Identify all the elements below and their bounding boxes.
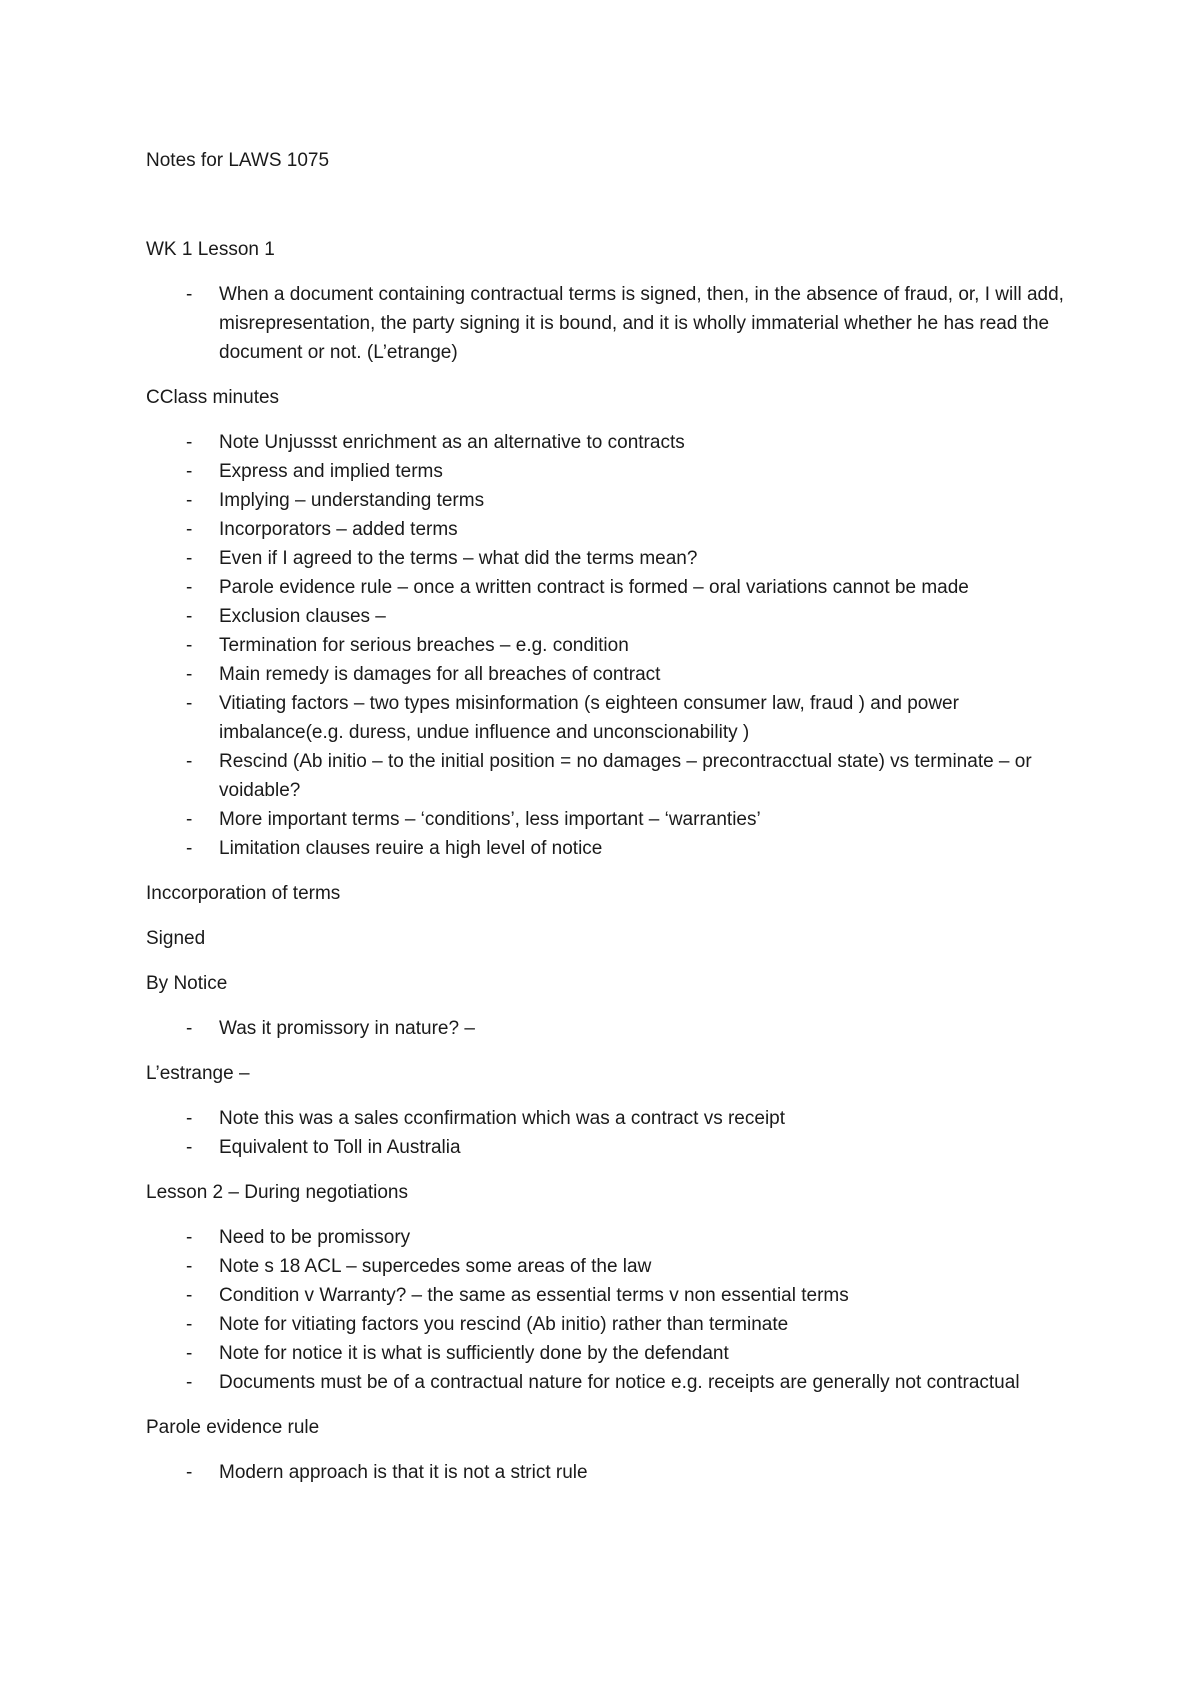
- list-item: - Express and implied terms: [146, 457, 1076, 486]
- list-item: - Note Unjussst enrichment as an alternative to contracts: [146, 428, 1076, 457]
- section-heading: Parole evidence rule: [146, 1417, 320, 1438]
- bullet-list: [146, 1223, 1076, 1397]
- list-item: - Note s 18 ACL – supercedes some areas of the law: [146, 1252, 1076, 1281]
- bullet-list: [146, 280, 1076, 367]
- list-item: - When a document containing contractual terms is signed, then, in the absence of fraud, or, I will add, misrepresentation, the party signing it is bound, and it is wholly immaterial whether he has read the document or not. (L’etrange): [146, 280, 1076, 367]
- bullet-list: [146, 1458, 1076, 1487]
- list-item: - Documents must be of a contractual nature for notice e.g. receipts are generally not contractual: [146, 1368, 1076, 1397]
- bullet-list: [146, 1014, 1076, 1043]
- list-item: - Exclusion clauses –: [146, 602, 1076, 631]
- list-item: - Implying – understanding terms: [146, 486, 1076, 515]
- list-item: - Need to be promissory: [146, 1223, 1076, 1252]
- list-item: - Equivalent to Toll in Australia: [146, 1133, 1076, 1162]
- document-title: Notes for LAWS 1075: [146, 150, 330, 171]
- section-heading: L’estrange –: [146, 1063, 250, 1084]
- list-item: - Vitiating factors – two types misinformation (s eighteen consumer law, fraud ) and power imbalance(e.g. duress, undue influence and unconscionability ): [146, 689, 1076, 747]
- section-heading: Inccorporation of terms: [146, 883, 341, 904]
- list-item: - Incorporators – added terms: [146, 515, 1076, 544]
- section-heading: Signed: [146, 928, 206, 949]
- list-item: - Note for vitiating factors you rescind (Ab initio) rather than terminate: [146, 1310, 1076, 1339]
- sections-container: [146, 235, 1076, 1487]
- list-item: - More important terms – ‘conditions’, less important – ‘warranties’: [146, 805, 1076, 834]
- section-heading: WK 1 Lesson 1: [146, 239, 275, 260]
- list-item: - Even if I agreed to the terms – what did the terms mean?: [146, 544, 1076, 573]
- list-item: - Was it promissory in nature? –: [146, 1014, 1076, 1043]
- bullet-list: [146, 1104, 1076, 1162]
- list-item: - Main remedy is damages for all breaches of contract: [146, 660, 1076, 689]
- list-item: - Note for notice it is what is sufficiently done by the defendant: [146, 1339, 1076, 1368]
- list-item: - Note this was a sales cconfirmation which was a contract vs receipt: [146, 1104, 1076, 1133]
- list-item: - Modern approach is that it is not a strict rule: [146, 1458, 1076, 1487]
- document-body: [146, 146, 1076, 1503]
- list-item: - Condition v Warranty? – the same as essential terms v non essential terms: [146, 1281, 1076, 1310]
- section-heading: CClass minutes: [146, 387, 280, 408]
- section-heading: Lesson 2 – During negotiations: [146, 1182, 408, 1203]
- list-item: - Termination for serious breaches – e.g. condition: [146, 631, 1076, 660]
- section-heading: By Notice: [146, 973, 228, 994]
- list-item: - Parole evidence rule – once a written contract is formed – oral variations cannot be made: [146, 573, 1076, 602]
- list-item: - Rescind (Ab initio – to the initial position = no damages – precontracctual state) vs terminate – or voidable?: [146, 747, 1076, 805]
- list-item: - Limitation clauses reuire a high level of notice: [146, 834, 1076, 863]
- bullet-list: [146, 428, 1076, 863]
